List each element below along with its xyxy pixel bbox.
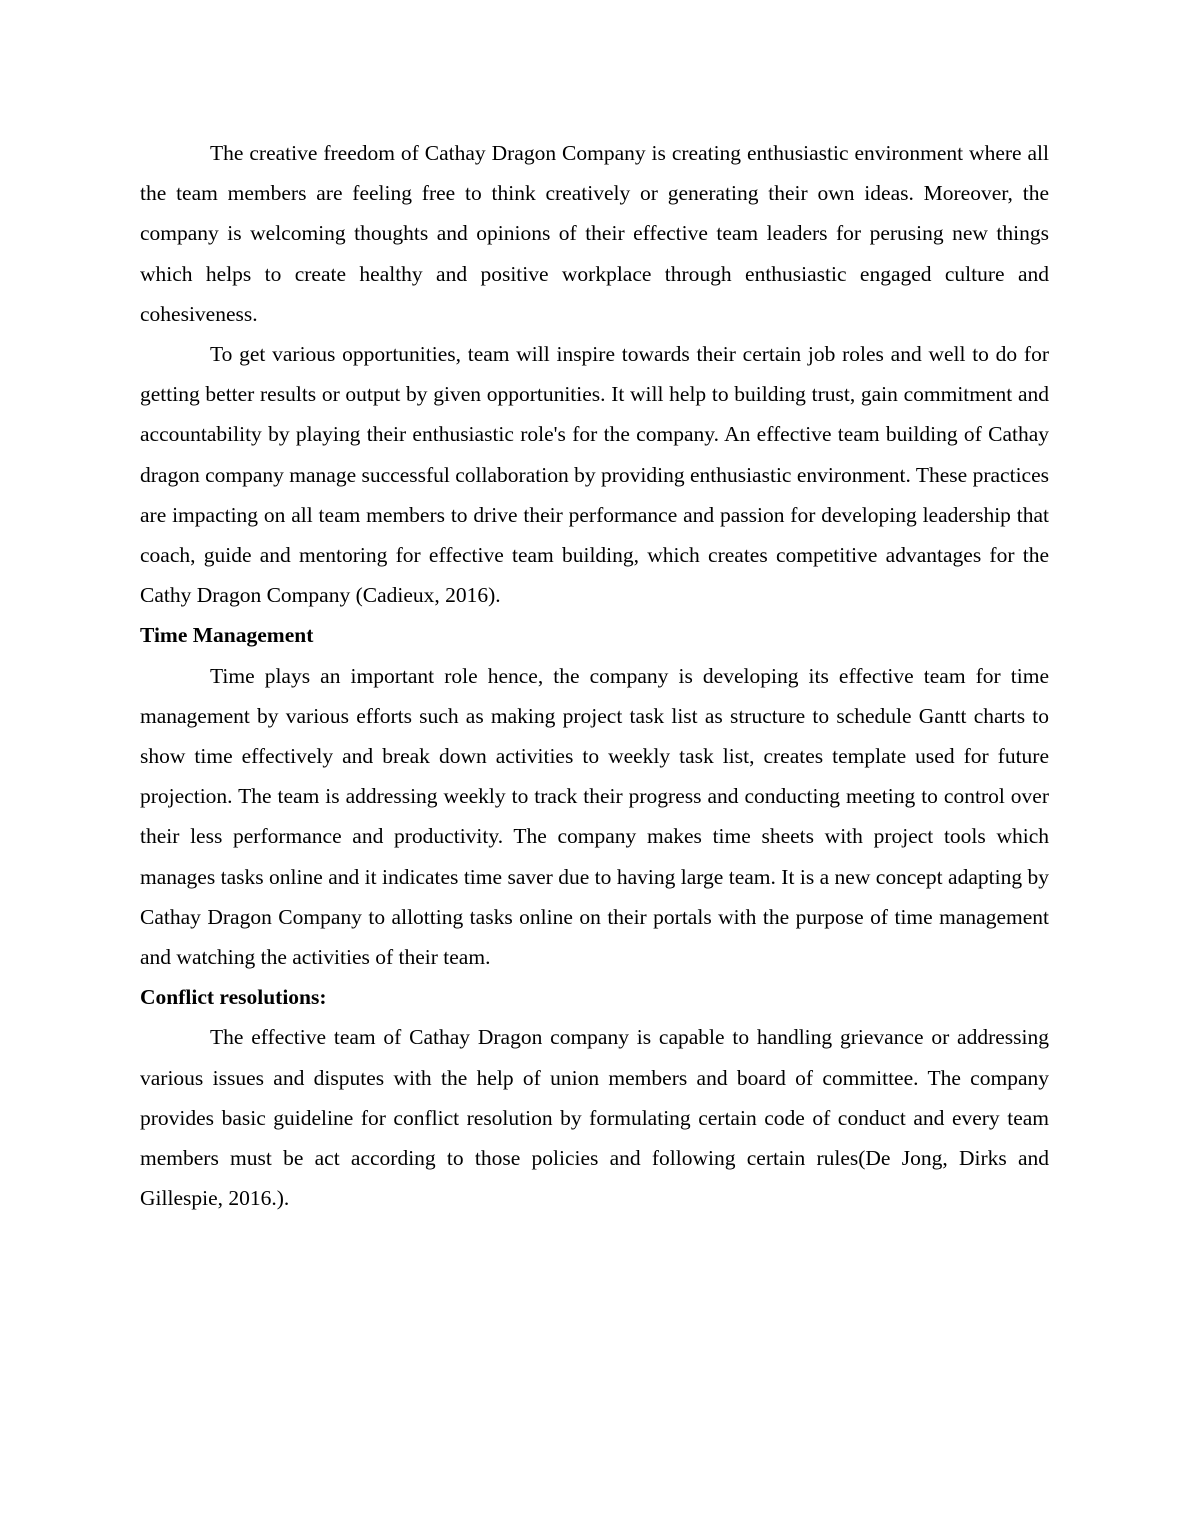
heading-time-management: Time Management <box>140 623 314 648</box>
heading-conflict-resolutions: Conflict resolutions: <box>140 985 327 1010</box>
paragraph-time-management: Time plays an important role hence, the company is developing its effective team for time management by various efforts such as making project task list as structure to schedule Gantt charts to show time effectively and break down activities to weekly task list, creates template used for future projection. The team is addressing weekly to track their progress and conducting meeting to control over their less performance and productivity. The company makes time sheets with project tools which manages tasks online and it indicates time saver due to having large team. It is a new concept adapting by Cathay Dragon Company to allotting tasks online on their portals with the purpose of time management and watching the activities of their team. <box>140 663 1049 970</box>
paragraph-conflict-resolutions: The effective team of Cathay Dragon company is capable to handling grievance or addressing various issues and disputes with the help of union members and board of committee. The company provides basic guideline for conflict resolution by formulating certain code of conduct and every team members must be act according to those policies and following certain rules(De Jong, Dirks and Gillespie, 2016.). <box>140 1025 1049 1211</box>
paragraph-creative-freedom: The creative freedom of Cathay Dragon Company is creating enthusiastic environment where all the team members are feeling free to think creatively or generating their own ideas. Moreover, the company is welcoming thoughts and opinions of their effective team leaders for perusing new things which helps to create healthy and positive workplace through enthusiastic engaged culture and cohesiveness. <box>140 141 1049 326</box>
document-page <box>140 133 1049 1218</box>
paragraph-opportunities: To get various opportunities, team will inspire towards their certain job roles and well to do for getting better results or output by given opportunities. It will help to building trust, gain commitment and accountability by playing their enthusiastic role's for the company. An effective team building of Cathay dragon company manage successful collaboration by providing enthusiastic environment. These practices are impacting on all team members to drive their performance and passion for developing leadership that coach, guide and mentoring for effective team building, which creates competitive advantages for the Cathy Dragon Company (Cadieux, 2016). <box>140 342 1049 608</box>
